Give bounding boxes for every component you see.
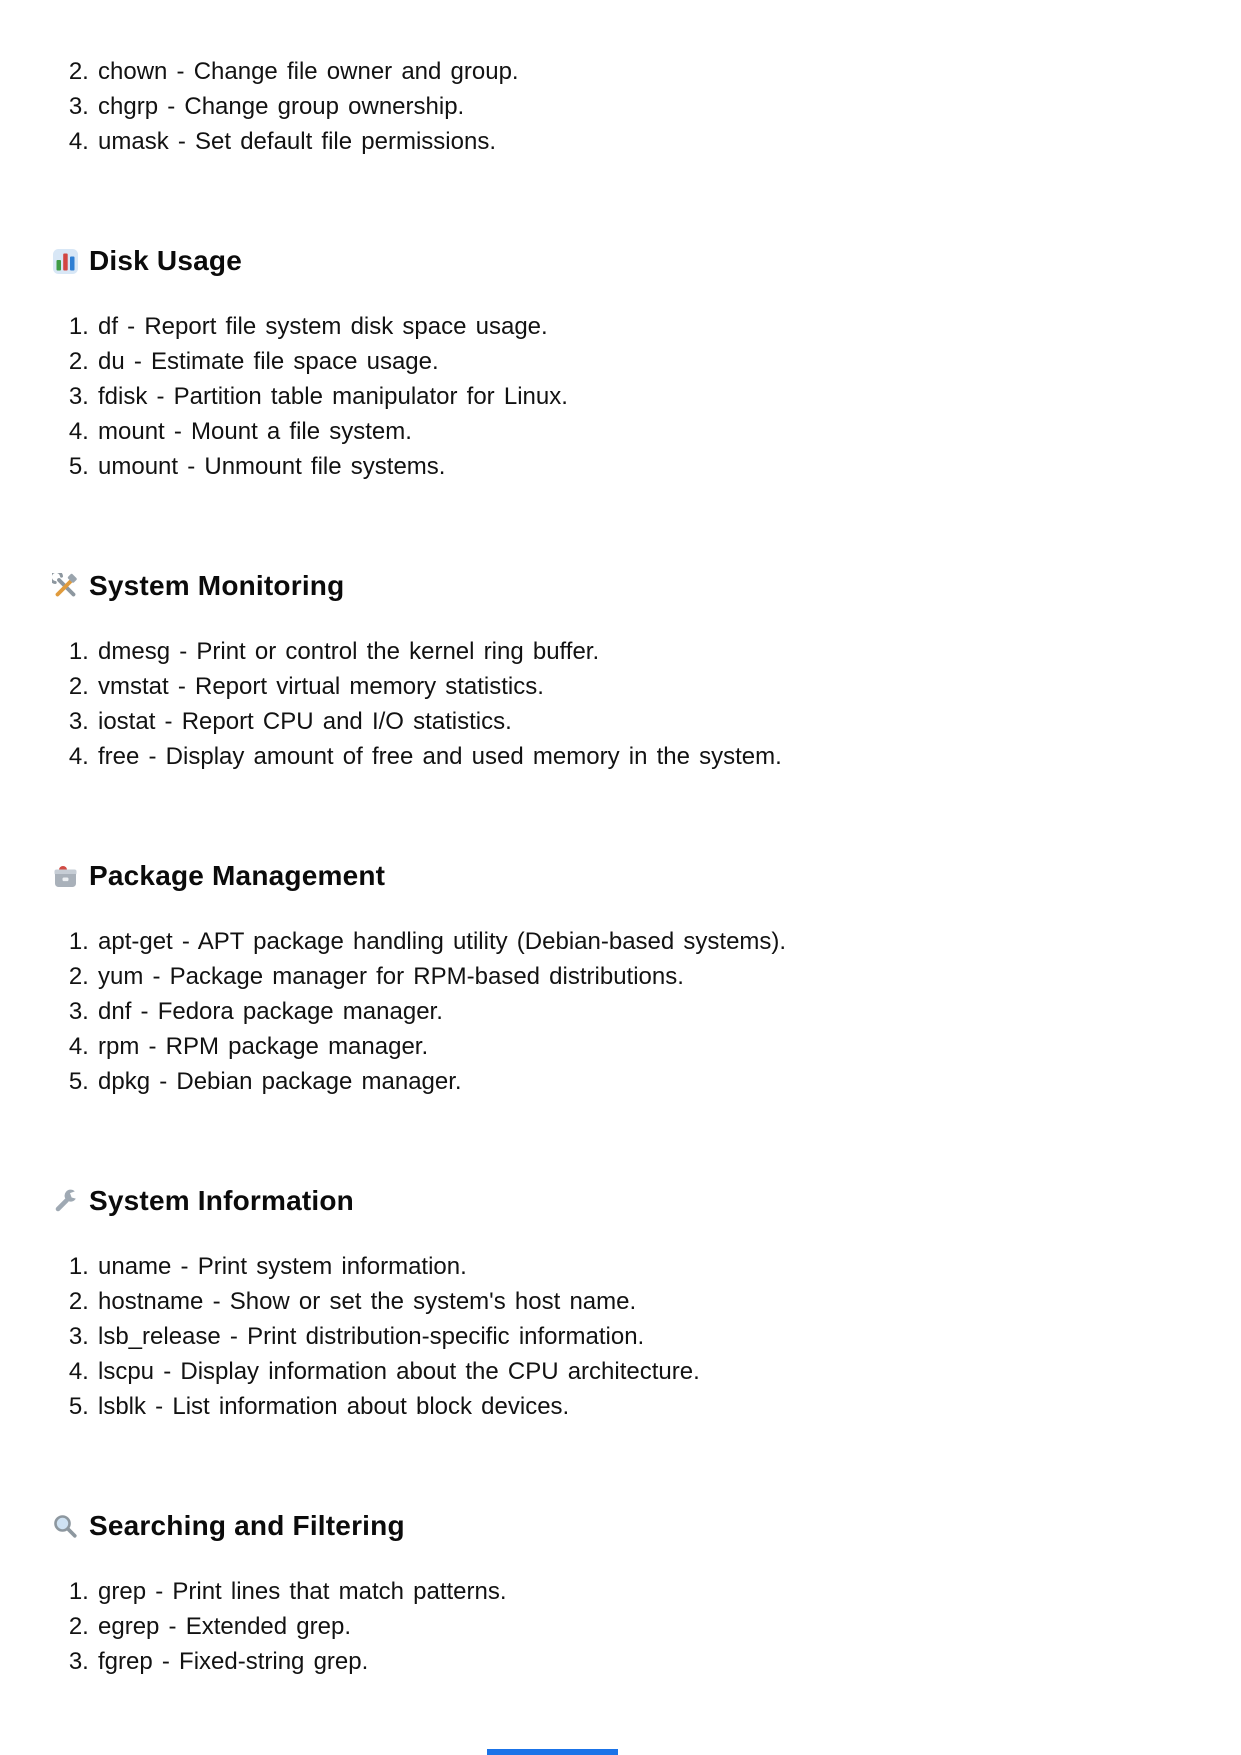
list-item: 3. dnf - Fedora package manager.: [98, 994, 1201, 1029]
list-item: 2. vmstat - Report virtual memory statistics.: [98, 669, 1201, 704]
section-heading: [52, 243, 1201, 279]
package-management-list: [62, 924, 1201, 1099]
list-item: 4. mount - Mount a file system.: [98, 414, 1201, 449]
section-title: Package Management: [89, 860, 386, 891]
list-item: 4. lscpu - Display information about the CPU architecture.: [98, 1354, 1201, 1389]
list-item: 5. lsblk - List information about block devices.: [98, 1389, 1201, 1424]
section-heading: [52, 568, 1201, 604]
hammer-and-wrench-icon: [52, 573, 79, 600]
list-item: 3. lsb_release - Print distribution-specific information.: [98, 1319, 1201, 1354]
list-item: 1. df - Report file system disk space usage.: [98, 309, 1201, 344]
list-item: 5. dpkg - Debian package manager.: [98, 1064, 1201, 1099]
list-item: 1. apt-get - APT package handling utility (Debian-based systems).: [98, 924, 1201, 959]
list-item: 3. chgrp - Change group ownership.: [98, 89, 1201, 124]
list-item: 2. hostname - Show or set the system's host name.: [98, 1284, 1201, 1319]
section-heading: [52, 1508, 1201, 1544]
list-item: 2. yum - Package manager for RPM-based distributions.: [98, 959, 1201, 994]
list-item: 2. egrep - Extended grep.: [98, 1609, 1201, 1644]
section-title: Disk Usage: [89, 245, 242, 276]
list-item: 5. umount - Unmount file systems.: [98, 449, 1201, 484]
card-file-box-icon: [52, 863, 79, 890]
list-item: 4. rpm - RPM package manager.: [98, 1029, 1201, 1064]
section-package-management: [62, 858, 1201, 1099]
section-title: System Information: [89, 1185, 354, 1216]
section-searching-and-filtering: [62, 1508, 1201, 1679]
list-item: 3. fgrep - Fixed-string grep.: [98, 1644, 1201, 1679]
list-item: 3. fdisk - Partition table manipulator for Linux.: [98, 379, 1201, 414]
section-system-monitoring: [62, 568, 1201, 774]
permissions-list-continued: [62, 54, 1201, 159]
magnifying-glass-icon: [52, 1513, 79, 1540]
section-title: System Monitoring: [89, 570, 345, 601]
section-disk-usage: [62, 243, 1201, 484]
list-item: 4. umask - Set default file permissions.: [98, 124, 1201, 159]
system-monitoring-list: [62, 634, 1201, 774]
section-heading: [52, 858, 1201, 894]
list-item: 1. uname - Print system information.: [98, 1249, 1201, 1284]
wrench-icon: [52, 1188, 79, 1215]
bar-chart-icon: [52, 248, 79, 275]
list-item: 1. dmesg - Print or control the kernel ring buffer.: [98, 634, 1201, 669]
section-system-information: [62, 1183, 1201, 1424]
searching-filtering-list: [62, 1574, 1201, 1679]
section-heading: [52, 1183, 1201, 1219]
list-item: 2. du - Estimate file space usage.: [98, 344, 1201, 379]
system-information-list: [62, 1249, 1201, 1424]
page-load-indicator: [487, 1749, 618, 1755]
list-item: 1. grep - Print lines that match patterns.: [98, 1574, 1201, 1609]
list-item: 3. iostat - Report CPU and I/O statistics.: [98, 704, 1201, 739]
section-title: Searching and Filtering: [89, 1510, 405, 1541]
disk-usage-list: [62, 309, 1201, 484]
list-item: 4. free - Display amount of free and used memory in the system.: [98, 739, 1201, 774]
list-item: 2. chown - Change file owner and group.: [98, 54, 1201, 89]
